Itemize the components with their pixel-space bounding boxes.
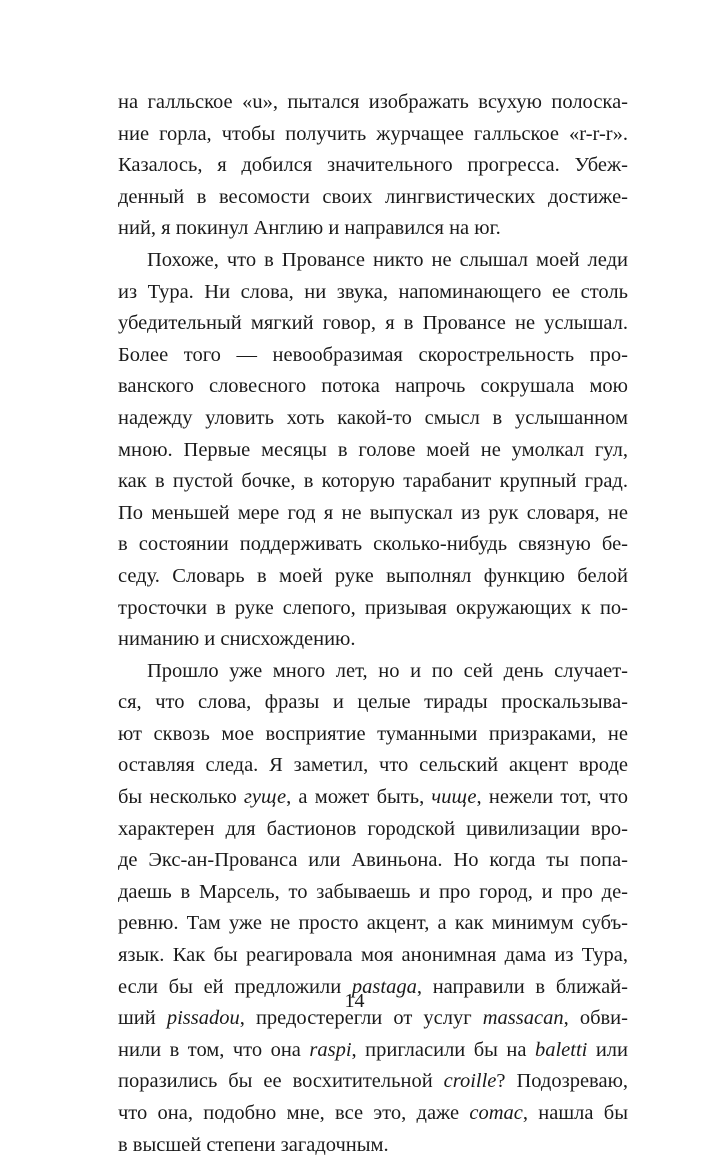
text-line bbox=[118, 719, 628, 751]
text-run: ниманию и снисхождению. bbox=[118, 628, 356, 651]
text-line bbox=[118, 593, 628, 625]
text-line bbox=[118, 687, 628, 719]
text-run: убедительный мягкий говор, я в Провансе не услышал. bbox=[118, 312, 628, 335]
text-run: в состоянии поддерживать сколько-нибудь связную бе- bbox=[118, 533, 628, 556]
text-line bbox=[118, 750, 628, 782]
text-line bbox=[118, 213, 628, 245]
text-run: ? Подозреваю, bbox=[496, 1070, 629, 1093]
italic-term: pastaga bbox=[351, 975, 417, 998]
text-run: , нашла бы bbox=[522, 1102, 628, 1124]
text-line bbox=[118, 498, 628, 530]
text-run: или bbox=[587, 1038, 628, 1061]
text-line bbox=[118, 845, 628, 877]
text-line bbox=[118, 435, 628, 467]
text-line bbox=[118, 87, 628, 119]
italic-term: massacan bbox=[482, 1007, 564, 1030]
text-run: в высшей степени загадочным. bbox=[118, 1133, 389, 1156]
text-line bbox=[118, 529, 628, 561]
text-run: ний, я покинул Англию и направился на юг. bbox=[118, 217, 501, 240]
text-run: Казалось, я добился значительного прогресса. Убеж- bbox=[118, 154, 628, 177]
text-run: характерен для бастионов городской цивилизации вро- bbox=[118, 817, 628, 840]
text-run: денный в весомости своих лингвистических достиже- bbox=[118, 185, 628, 208]
text-run: как в пустой бочке, в которую тарабанит крупный град. bbox=[118, 470, 628, 493]
text-line bbox=[118, 1130, 628, 1161]
text-run: нили в том, что она bbox=[118, 1038, 310, 1061]
text-run: бы несколько bbox=[118, 786, 244, 809]
text-line bbox=[118, 1098, 628, 1130]
text-line bbox=[118, 150, 628, 182]
italic-term: гуще bbox=[243, 786, 287, 809]
text-line bbox=[118, 656, 628, 688]
text-run: на галльское «u», пытался изображать всухую полоска- bbox=[118, 91, 628, 113]
text-line bbox=[118, 182, 628, 214]
text-run: седу. Словарь в моей руке выполнял функцию белой bbox=[118, 564, 628, 587]
italic-term: croille bbox=[443, 1070, 497, 1093]
text-run: даешь в Марсель, то забываешь и про город, и про де- bbox=[118, 880, 628, 903]
text-run: Похоже, что в Провансе никто не слышал моей леди bbox=[147, 248, 628, 271]
text-run: ся, что слова, фразы и целые тирады проскальзыва- bbox=[118, 691, 628, 714]
italic-term: raspi bbox=[309, 1038, 352, 1061]
text-run: поразились бы ее восхитительной bbox=[118, 1070, 444, 1093]
text-run: мною. Первые месяцы в голове моей не умолкал гул, bbox=[118, 438, 628, 461]
text-run: , пригласили бы на bbox=[351, 1038, 535, 1061]
text-line bbox=[118, 1035, 628, 1067]
text-run: язык. Как бы реагировала моя анонимная дама из Тура, bbox=[118, 944, 628, 967]
text-run: Более того — невообразимая скорострельность про- bbox=[118, 343, 628, 366]
italic-term: pissadou bbox=[166, 1007, 240, 1030]
text-line bbox=[118, 466, 628, 498]
text-line bbox=[118, 782, 628, 814]
page-number: 14 bbox=[344, 990, 365, 1012]
text-line bbox=[118, 277, 628, 309]
text-run: что она, подобно мне, все это, даже bbox=[118, 1102, 470, 1124]
text-line bbox=[118, 877, 628, 909]
text-line bbox=[118, 814, 628, 846]
text-line bbox=[118, 371, 628, 403]
text-line bbox=[118, 624, 628, 656]
italic-term: comac bbox=[469, 1102, 523, 1124]
text-line bbox=[118, 403, 628, 435]
italic-term: чище bbox=[431, 786, 477, 809]
text-run: , нежели тот, что bbox=[476, 786, 628, 809]
text-line bbox=[118, 308, 628, 340]
paragraph bbox=[118, 87, 628, 245]
text-line bbox=[118, 245, 628, 277]
text-run: если бы ей предложили bbox=[118, 975, 352, 998]
text-run: тросточки в руке слепого, призывая окружающих к по- bbox=[118, 596, 628, 619]
text-line bbox=[118, 340, 628, 372]
text-run: оставляя следа. Я заметил, что сельский акцент вроде bbox=[118, 754, 628, 777]
text-run: де Экс-ан-Прованса или Авиньона. Но когда ты попа- bbox=[118, 849, 628, 872]
text-run: , а может быть, bbox=[286, 786, 432, 809]
text-line bbox=[118, 561, 628, 593]
text-run: надежду уловить хоть какой-то смысл в услышанном bbox=[118, 406, 628, 429]
text-line bbox=[118, 119, 628, 151]
paragraph bbox=[118, 656, 628, 1161]
text-run: ший bbox=[118, 1007, 167, 1030]
text-run: ревню. Там уже не просто акцент, а как минимум субъ- bbox=[118, 912, 628, 935]
text-run: , предостерегли от услуг bbox=[239, 1007, 483, 1030]
text-run: , направили в ближай- bbox=[416, 975, 628, 998]
text-run: ние горла, чтобы получить журчащее галльское «r-r-r». bbox=[118, 122, 628, 145]
text-run: ют сквозь мое восприятие туманными призраками, не bbox=[118, 722, 628, 745]
italic-term: baletti bbox=[534, 1038, 588, 1061]
text-run: Прошло уже много лет, но и по сей день случает- bbox=[147, 659, 628, 682]
text-line bbox=[118, 908, 628, 940]
text-run: , обви- bbox=[563, 1007, 628, 1030]
text-line bbox=[118, 1066, 628, 1098]
text-run: из Тура. Ни слова, ни звука, напоминающего ее столь bbox=[118, 280, 628, 303]
text-run: ванского словесного потока напрочь сокрушала мою bbox=[118, 375, 628, 398]
text-run: По меньшей мере год я не выпускал из рук словаря, не bbox=[118, 501, 628, 524]
paragraph bbox=[118, 245, 628, 656]
text-line bbox=[118, 940, 628, 972]
